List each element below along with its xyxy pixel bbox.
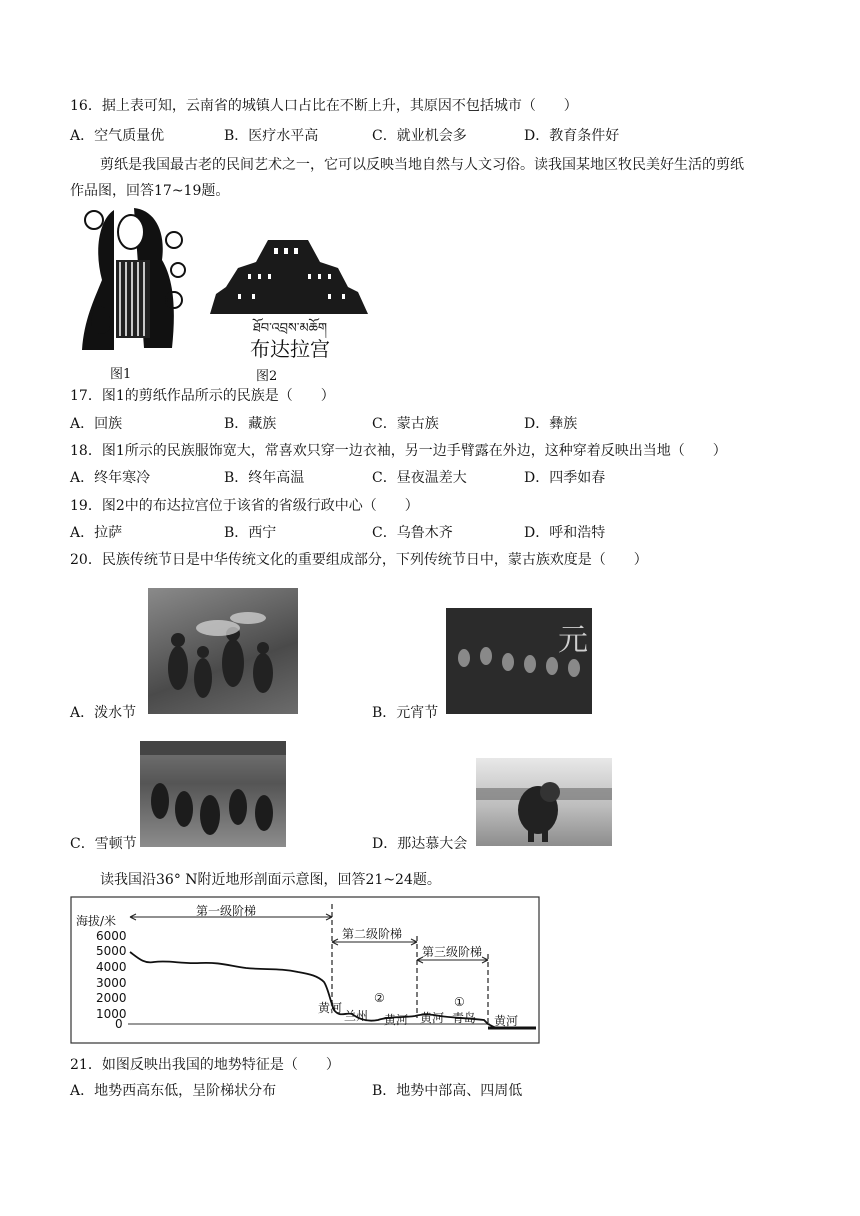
q17-option-d: D．彝族 — [524, 416, 578, 432]
q18-stem: 18．图1所示的民族服饰宽大，常喜欢只穿一边衣袖，另一边手臂露在外边，这种穿着反映出当地（ ） — [70, 443, 727, 459]
y-tick-6000: 6000 — [96, 929, 127, 943]
q20-option-d: D．那达慕大会 — [372, 836, 468, 852]
y-tick-1000: 1000 — [96, 1007, 127, 1021]
label-yellow-river-1: 黄河 — [318, 1001, 343, 1015]
q18-option-c: C．昼夜温差大 — [372, 470, 467, 486]
label-yellow-river-2: 黄河 — [384, 1013, 409, 1027]
lantern-character: 元 — [558, 623, 588, 658]
q21-stem: 21．如图反映出我国的地势特征是（ ） — [70, 1057, 340, 1073]
q17-option-a: A．回族 — [70, 416, 123, 432]
q20-option-c: C．雪顿节 — [70, 836, 137, 852]
q19-option-a: A．拉萨 — [70, 525, 123, 541]
step-2-label: 第二级阶梯 — [342, 927, 403, 941]
q16-stem: 16．据上表可知，云南省的城镇人口占比在不断上升，其原因不包括城市（ ） — [70, 98, 578, 114]
q19-option-b: B．西宁 — [224, 525, 277, 541]
q20-stem: 20．民族传统节日是中华传统文化的重要组成部分，下列传统节日中，蒙古族欢度是（ ） — [70, 552, 648, 568]
y-tick-0: 0 — [115, 1017, 123, 1031]
naadam-festival-photo — [476, 758, 612, 846]
q20-option-a: A．泼水节 — [70, 705, 137, 721]
paper-cut-figure-2 — [208, 232, 372, 362]
label-qingdao: 青岛 — [452, 1011, 477, 1025]
q18-option-b: B．终年高温 — [224, 470, 305, 486]
y-tick-3000: 3000 — [96, 976, 127, 990]
q18-option-a: A．终年寒冷 — [70, 470, 151, 486]
q16-option-a: A．空气质量优 — [70, 128, 165, 144]
q19-option-d: D．呼和浩特 — [524, 525, 606, 541]
mark-1: ① — [454, 995, 465, 1009]
figure-2-caption: 图2 — [256, 369, 278, 384]
q17-stem: 17．图1的剪纸作品所示的民族是（ ） — [70, 388, 335, 404]
tibetan-script: ཐོབ་འབྲས་མཆོག — [252, 321, 328, 336]
y-axis-label: 海拔/米 — [76, 914, 117, 928]
q16-option-c: C．就业机会多 — [372, 128, 467, 144]
q19-option-c: C．乌鲁木齐 — [372, 525, 453, 541]
q18-option-d: D．四季如春 — [524, 470, 606, 486]
q21-option-b: B．地势中部高、四周低 — [372, 1083, 523, 1099]
step-3-label: 第三级阶梯 — [422, 945, 483, 959]
y-tick-4000: 4000 — [96, 960, 127, 974]
y-tick-2000: 2000 — [96, 991, 127, 1005]
step-1-label: 第一级阶梯 — [196, 904, 257, 918]
shoton-festival-photo — [140, 741, 286, 847]
intro-paper-cut-line1: 剪纸是我国最古老的民间艺术之一，它可以反映当地自然与人文习俗。读我国某地区牧民美好生活的剪纸 — [100, 157, 744, 173]
y-tick-5000: 5000 — [96, 944, 127, 958]
mark-2: ② — [374, 991, 385, 1005]
intro-paper-cut-line2: 作品图，回答17~19题。 — [70, 183, 230, 199]
paper-cut-figure-1 — [74, 200, 189, 362]
label-lanzhou: 兰州 — [344, 1009, 369, 1023]
q17-option-b: B．藏族 — [224, 416, 277, 432]
potala-label: 布达拉宫 — [250, 337, 330, 361]
intro-profile: 读我国沿36° N附近地形剖面示意图，回答21~24题。 — [100, 872, 441, 888]
water-splashing-festival-photo — [148, 588, 298, 714]
q20-option-b: B．元宵节 — [372, 705, 439, 721]
q19-stem: 19．图2中的布达拉宫位于该省的省级行政中心（ ） — [70, 498, 419, 514]
q17-option-c: C．蒙古族 — [372, 416, 439, 432]
label-yellow-river-3: 黄河 — [420, 1011, 445, 1025]
figure-1-caption: 图1 — [110, 367, 132, 382]
label-yellow-river-4: 黄河 — [494, 1014, 519, 1028]
q16-option-d: D．教育条件好 — [524, 128, 620, 144]
q21-option-a: A．地势西高东低，呈阶梯状分布 — [70, 1083, 277, 1099]
terrain-profile-diagram — [70, 896, 540, 1046]
lantern-festival-photo — [446, 608, 592, 714]
q16-option-b: B．医疗水平高 — [224, 128, 319, 144]
